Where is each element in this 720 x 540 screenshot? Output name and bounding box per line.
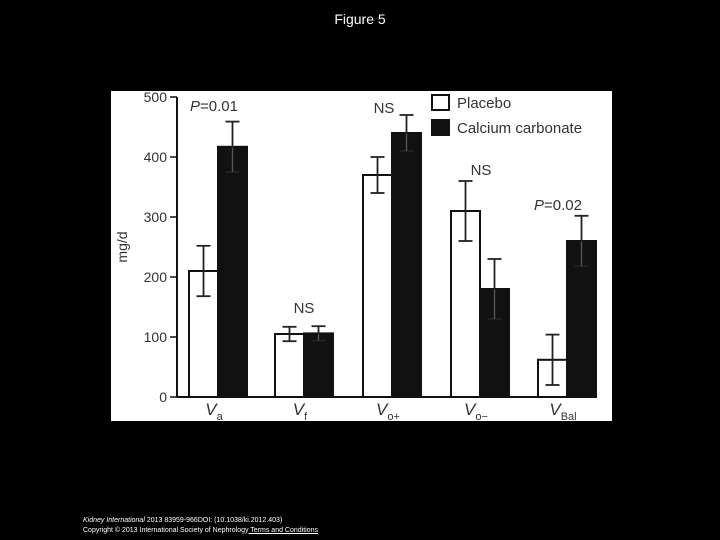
chart-panel — [111, 91, 612, 421]
x-category-label-0 — [205, 400, 223, 421]
category-main: V — [464, 400, 476, 419]
legend-swatch-0 — [432, 95, 449, 110]
bar-placebo-1 — [275, 334, 304, 397]
citation-line-1 — [83, 516, 318, 526]
x-category-label-4 — [549, 400, 576, 421]
category-sub: Bal — [560, 411, 577, 421]
annotation-0 — [190, 98, 238, 115]
citation-line-2 — [83, 526, 318, 536]
bar-calcium-0 — [218, 147, 247, 397]
citation-journal: Kidney International — [83, 517, 145, 524]
bar-placebo-2 — [363, 175, 392, 397]
category-main: V — [549, 400, 561, 419]
annotation-3: NS — [470, 162, 492, 179]
x-category-label-1 — [293, 400, 308, 421]
y-tick-label: 0 — [159, 389, 167, 405]
legend-label-0: Placebo — [457, 95, 512, 112]
bar-calcium-1 — [304, 333, 333, 397]
y-tick-label: 100 — [143, 329, 167, 345]
bar-calcium-2 — [392, 133, 421, 397]
annotation-1: NS — [293, 300, 315, 317]
category-sub: o+ — [387, 411, 400, 421]
citation-details: 2013 83959-966DOI: (10.1038/ki.2012.403) — [144, 517, 283, 524]
y-tick-label: 400 — [143, 149, 167, 165]
citation-copyright: Copyright © 2013 International Society of Nephrology — [83, 527, 249, 534]
annotation-4 — [534, 197, 582, 214]
category-sub: f — [304, 411, 308, 421]
legend-swatch-1 — [432, 120, 449, 135]
category-main: V — [205, 400, 217, 419]
category-main: V — [292, 400, 305, 419]
legend-label-1: Calcium carbonate — [457, 120, 583, 137]
y-tick-label: 500 — [143, 91, 167, 105]
y-tick-label: 200 — [143, 269, 167, 285]
p-symbol: P — [534, 197, 545, 214]
y-axis-label: mg/d — [114, 231, 130, 263]
p-value: =0.02 — [544, 197, 582, 214]
citation — [83, 516, 318, 536]
y-tick-label: 300 — [143, 209, 167, 225]
x-category-label-2 — [376, 400, 400, 421]
figure-title: Figure 5 — [334, 11, 386, 27]
x-category-label-3 — [464, 400, 488, 421]
p-value: =0.01 — [200, 98, 238, 115]
annotation-2: NS — [373, 100, 395, 117]
p-symbol: P — [190, 98, 201, 115]
category-main: V — [376, 400, 388, 419]
bar-chart — [111, 91, 612, 421]
category-sub: o− — [475, 411, 488, 421]
terms-link[interactable]: Terms and Conditions — [248, 527, 319, 534]
category-sub: a — [216, 411, 223, 421]
